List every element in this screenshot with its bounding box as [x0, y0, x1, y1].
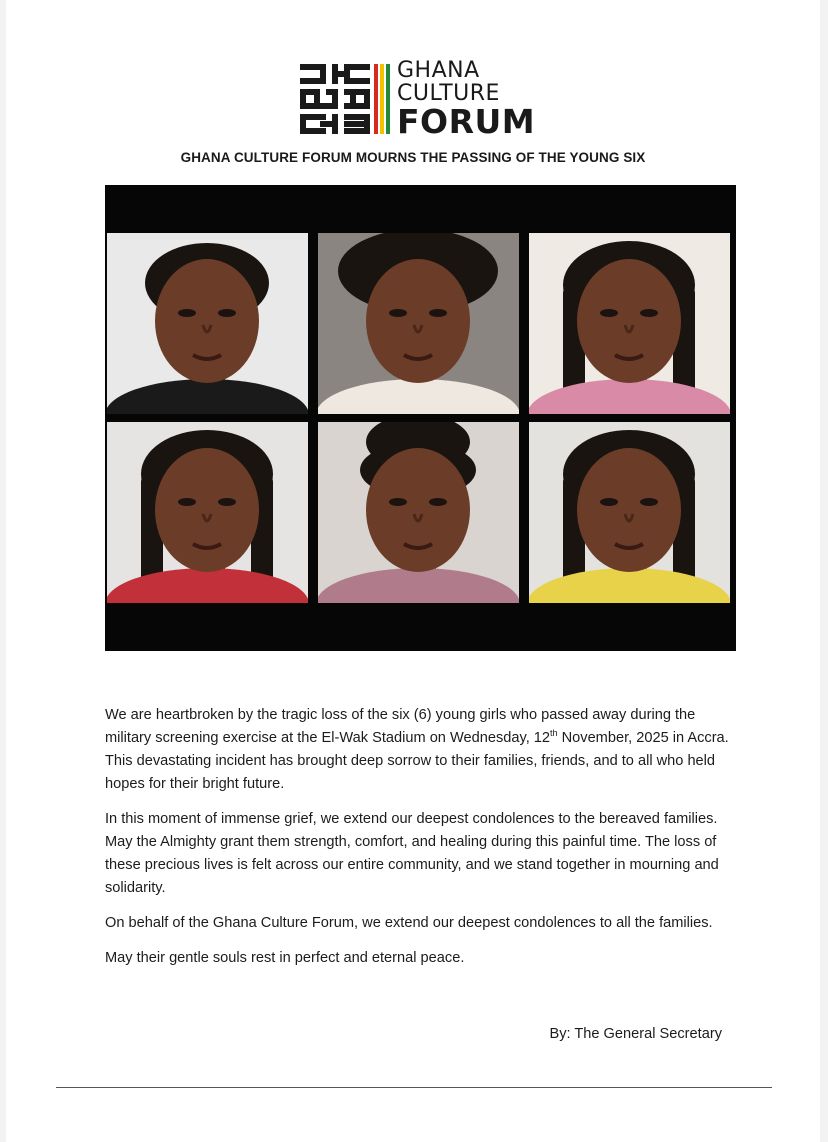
portrait-photo-3: [529, 233, 730, 414]
logo-line-forum: FORUM: [397, 102, 536, 141]
portrait-photo-2: [318, 233, 519, 414]
portrait-photo-1: [107, 233, 308, 414]
logo-line-culture: CULTURE: [397, 81, 500, 106]
letter-page: [6, 0, 820, 1142]
signature-line: By: The General Secretary: [549, 1026, 722, 1042]
flag-stripes-icon: [374, 64, 390, 134]
paragraph-1-text-a: We are heartbroken by the tragic loss of the six (6) young girls who passed away during the military screening exercise at the El-Wak Stadium on Wednesday, 12: [105, 707, 696, 746]
logo-wordmark: [397, 58, 536, 141]
footer-divider: [56, 1087, 772, 1088]
paragraph-3: On behalf of the Ghana Culture Forum, we extend our deepest condolences to all the families.: [105, 915, 713, 931]
ghana-culture-forum-logo: [300, 58, 540, 141]
logo-line-ghana: GHANA: [397, 58, 480, 83]
paragraph-2: In this moment of immense grief, we extend our deepest condolences to the bereaved families. May the Almighty grant them strength, comfort, and healing during this painful time. The loss of these precious lives is felt across our entire community, and we stand together in mourning and solidarity.: [105, 811, 719, 896]
paragraph-1-text-b: November, 2025 in Accra. This devastating incident has brought deep sorrow to their families, friends, and to all who held hopes for their bright future.: [105, 730, 729, 792]
paragraph-4: May their gentle souls rest in perfect and eternal peace.: [105, 950, 465, 966]
portrait-photo-5: [318, 422, 519, 603]
letter-body: [105, 704, 745, 982]
adinkra-symbol-icon: [300, 64, 370, 134]
portrait-photo-6: [529, 422, 730, 603]
memorial-photo: [105, 185, 736, 651]
ordinal-suffix: th: [550, 728, 558, 739]
page-title: GHANA CULTURE FORUM MOURNS THE PASSING OF THE YOUNG SIX: [180, 150, 646, 165]
paragraph-1: [105, 704, 745, 796]
portrait-photo-4: [107, 422, 308, 603]
